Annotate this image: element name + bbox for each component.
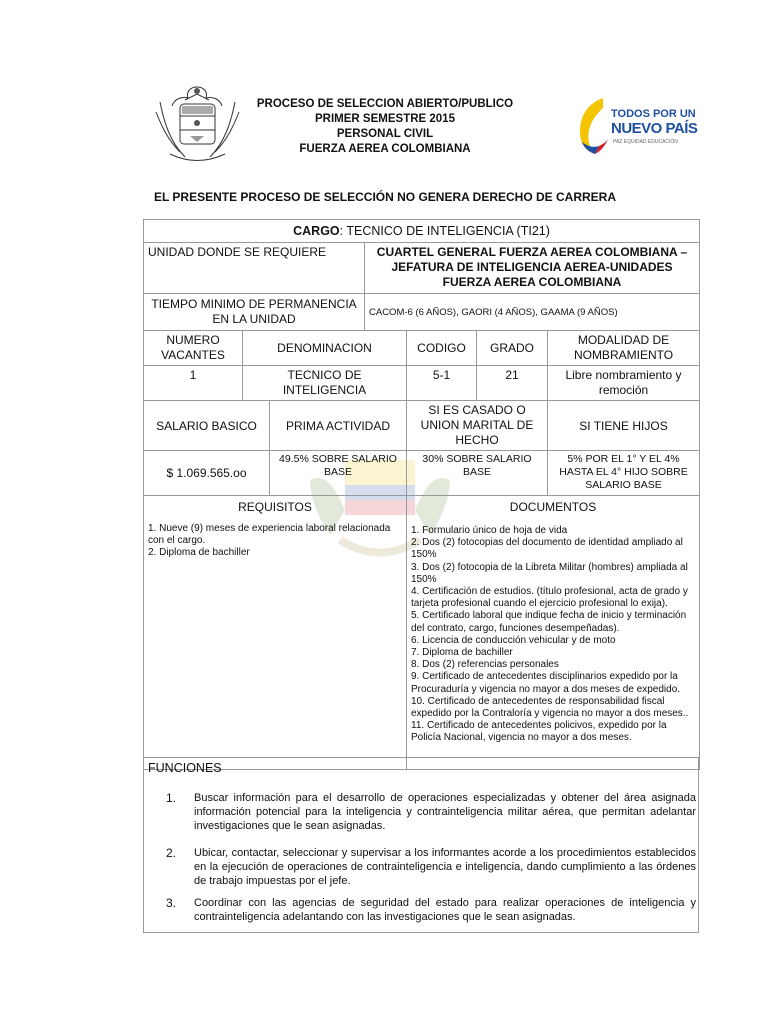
cell-codigo: 5-1: [407, 366, 477, 401]
funciones-section: [143, 757, 699, 933]
header-line-2: PRIMER SEMESTRE 2015: [315, 113, 455, 125]
requisito-item: 1. Nueve (9) meses de experiencia laboral relacionada con el cargo.: [148, 523, 391, 547]
logo-line-2: NUEVO PAÍS: [611, 120, 698, 137]
cell-casado: 30% SOBRE SALARIO BASE: [407, 451, 548, 496]
funcion-item: [166, 846, 696, 888]
funcion-number: 3.: [166, 896, 177, 910]
cell-numero: 1: [144, 366, 243, 401]
cell-salario: $ 1.069.565.oo: [144, 451, 270, 496]
documento-item: 6. Licencia de conducción vehicular y de moto: [411, 634, 616, 646]
documento-item: 4. Certificación de estudios. (título profesional, acta de grado y tarjeta profesional cuando el ejercicio profesional lo exija).: [411, 586, 688, 610]
col-numero-vacantes: NUMERO VACANTES: [144, 331, 243, 366]
cargo-row: [144, 220, 700, 243]
cargo-label: CARGO: [293, 224, 340, 238]
requisitos-title: REQUISITOS: [144, 496, 407, 518]
funcion-text: Ubicar, contactar, seleccionar y supervisar a los informantes acorde a los procedimientos establecidos en la ejecución de operaciones de contrainteligencia e inteligencia, dando cumplimiento a las órdenes de trabajo impuestas por el jefe.: [194, 847, 696, 887]
cell-prima: 49.5% SOBRE SALARIO BASE: [270, 451, 407, 496]
funcion-number: 1.: [166, 791, 177, 805]
requisitos-list: [144, 517, 407, 770]
tiempo-row: [144, 294, 700, 331]
position-table: [143, 219, 700, 770]
data-row-1: [144, 366, 700, 401]
col-grado: GRADO: [477, 331, 548, 366]
unidad-label: UNIDAD DONDE SE REQUIERE: [144, 243, 365, 294]
col-modalidad: MODALIDAD DE NOMBRAMIENTO: [548, 331, 700, 366]
header-row-2: [144, 401, 700, 451]
unidad-value: CUARTEL GENERAL FUERZA AEREA COLOMBIANA – JEFATURA DE INTELIGENCIA AEREA-UNIDADES FUERZA AEREA COLOMBIANA: [365, 243, 700, 294]
documento-item: 8. Dos (2) referencias personales: [411, 659, 559, 671]
cell-modalidad: Libre nombramiento y remoción: [548, 366, 700, 401]
funcion-number: 2.: [166, 846, 177, 860]
documentos-list: [407, 517, 700, 770]
cell-grado: 21: [477, 366, 548, 401]
logo-line-1: TODOS POR UN: [611, 108, 696, 120]
col-denominacion: DENOMINACION: [243, 331, 407, 366]
documento-item: 1. Formulario único de hoja de vida: [411, 525, 568, 536]
tiempo-label: TIEMPO MINIMO DE PERMANENCIA EN LA UNIDAD: [144, 294, 365, 331]
col-codigo: CODIGO: [407, 331, 477, 366]
col-prima-actividad: PRIMA ACTIVIDAD: [270, 401, 407, 451]
req-doc-header-row: [144, 496, 700, 518]
funcion-item: [166, 791, 696, 833]
documento-item: 11. Certificado de antecedentes policivos, expedido por la Policía Nacional, vigencia no mayor a dos meses.: [411, 720, 667, 744]
col-hijos: SI TIENE HIJOS: [548, 401, 700, 451]
logo-swoosh-icon: [575, 94, 609, 156]
funcion-text: Coordinar con las agencias de seguridad del estado para realizar operaciones de inteligencia y contrainteligencia adelantando con las investigaciones que le sean asignadas.: [194, 897, 696, 923]
documento-item: 7. Diploma de bachiller: [411, 647, 513, 659]
documento-item: 2. Dos (2) fotocopias del documento de identidad ampliado al 150%: [411, 537, 683, 561]
career-notice: EL PRESENTE PROCESO DE SELECCIÓN NO GENERA DERECHO DE CARRERA: [153, 190, 617, 204]
header-row-1: [144, 331, 700, 366]
header-line-4: FUERZA AEREA COLOMBIANA: [299, 143, 471, 155]
documento-item: 3. Dos (2) fotocopia de la Libreta Militar (hombres) ampliada al 150%: [411, 561, 688, 585]
funcion-item: [166, 896, 696, 924]
cell-hijos: 5% POR EL 1° Y EL 4% HASTA EL 4° HIJO SOBRE SALARIO BASE: [548, 451, 700, 496]
funcion-text: Buscar información para el desarrollo de operaciones especializadas y obtener del área asignada información potencial para la inteligencia y contrainteligencia militar aérea, que permitan adelantar investigaciones que le sean asignadas.: [194, 792, 696, 832]
documento-item: 5. Certificado laboral que indique fecha de inicio y terminación del contrato, cargo, funciones desempeñadas).: [411, 610, 687, 634]
logo-tagline: PAZ EQUIDAD EDUCACIÓN: [613, 139, 678, 145]
funciones-title: FUNCIONES: [148, 761, 222, 775]
todos-por-un-nuevo-pais-logo: [575, 92, 698, 162]
header-line-3: PERSONAL CIVIL: [336, 128, 434, 140]
req-doc-body-row: [144, 517, 700, 770]
col-salario-basico: SALARIO BASICO: [144, 401, 270, 451]
documento-item: 10. Certificado de antecedentes de responsabilidad fiscal expedido por la Contraloría y vigencia no mayor a dos meses..: [411, 695, 689, 720]
cell-denominacion: TECNICO DE INTELIGENCIA: [243, 366, 407, 401]
header-line-1: PROCESO DE SELECCION ABIERTO/PUBLICO: [256, 98, 514, 110]
requisito-item: 2. Diploma de bachiller: [148, 547, 250, 559]
documentos-title: DOCUMENTOS: [407, 496, 700, 518]
data-row-2: [144, 451, 700, 496]
cargo-value: : TECNICO DE INTELIGENCIA (TI21): [339, 224, 550, 238]
unidad-row: [144, 243, 700, 294]
documento-item: 9. Certificado de antecedentes disciplinarios expedido por la Procuraduría y vigencia no mayor a dos meses de expedido.: [411, 671, 681, 695]
tiempo-value: CACOM-6 (6 AÑOS), GAORI (4 AÑOS), GAAMA (9 AÑOS): [365, 294, 700, 331]
col-casado: SI ES CASADO O UNION MARITAL DE HECHO: [407, 401, 548, 451]
